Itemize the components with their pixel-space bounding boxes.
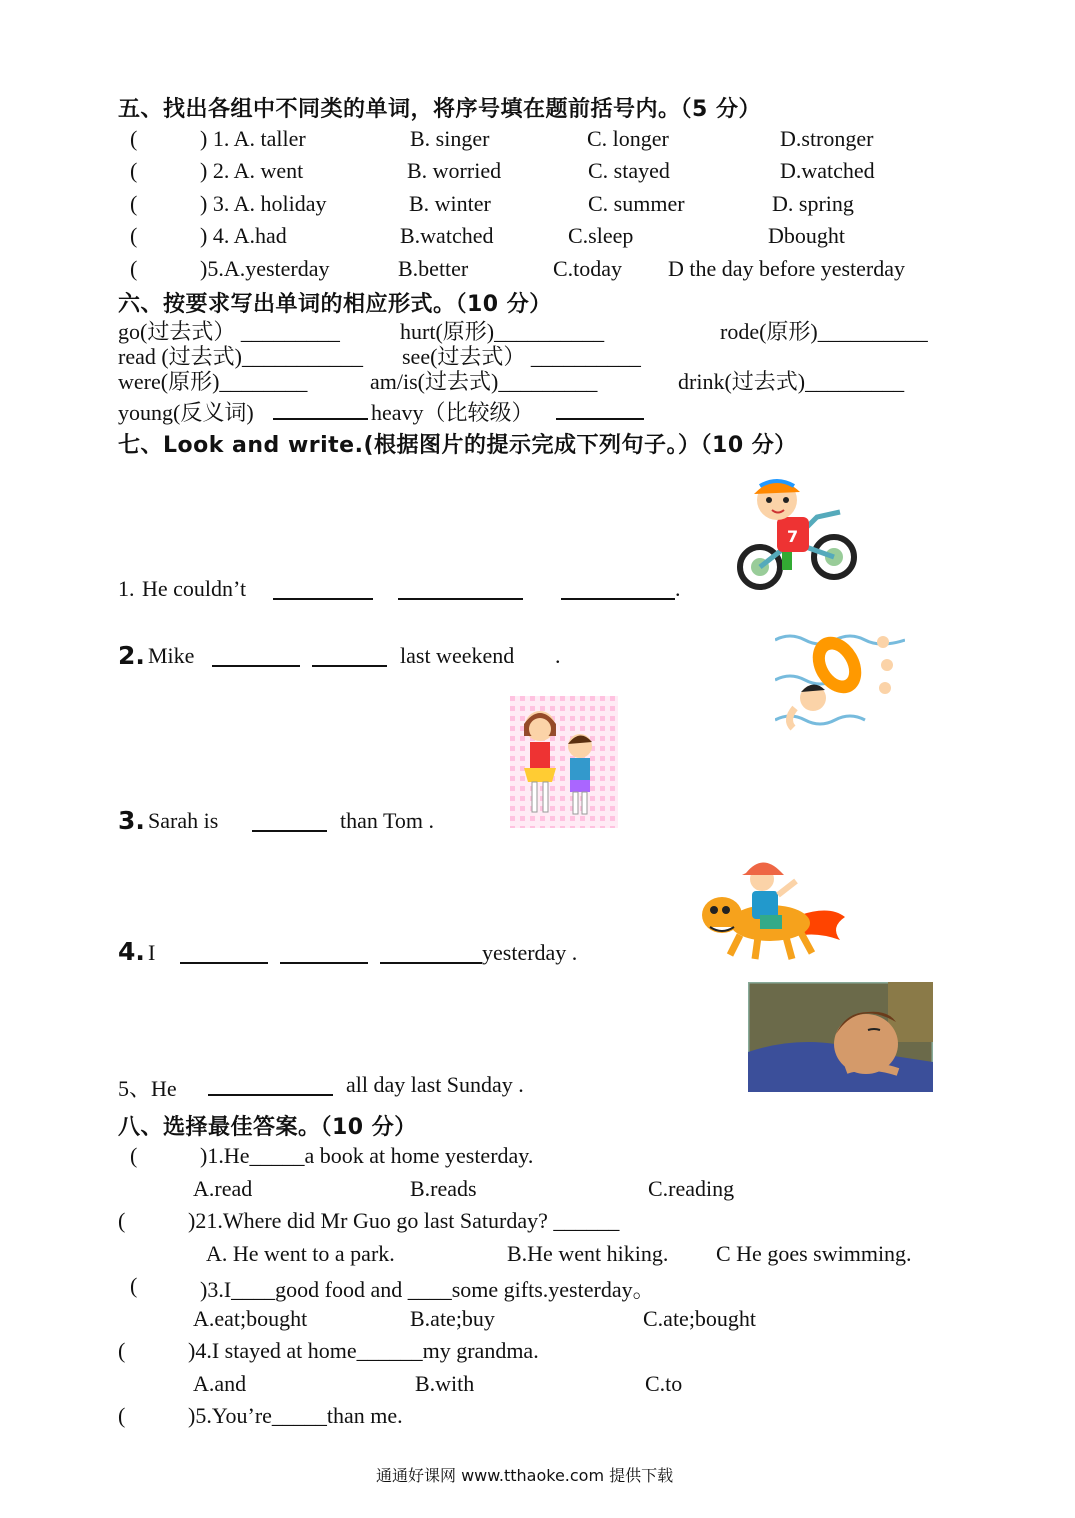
answer-blank[interactable] (398, 598, 523, 600)
q1-text: 1. (118, 576, 135, 601)
answer-blank[interactable] (273, 418, 368, 420)
word-form-hurt[interactable]: hurt(原形)__________ (400, 319, 605, 344)
mc-question-5: )5.You’re_____than me. (188, 1403, 403, 1428)
option-d: D. spring (772, 191, 854, 216)
question-option-a: ) 3. A. holiday (200, 191, 327, 216)
mc-option-b[interactable]: B.reads (410, 1176, 477, 1201)
answer-paren[interactable]: ( (130, 1143, 138, 1168)
answer-paren[interactable]: ( (130, 1273, 138, 1298)
answer-paren[interactable]: ( (130, 126, 138, 151)
mc-option-b[interactable]: B.He went hiking. (507, 1241, 669, 1266)
option-c: C.today (553, 256, 623, 281)
section8-title: 八、选择最佳答案。（10 分） (118, 1115, 417, 1140)
boy-riding-horse-image (700, 855, 848, 963)
mc-option-a[interactable]: A.and (193, 1371, 247, 1396)
sarah-and-tom-image (510, 696, 618, 828)
option-d: D the day before yesterday (668, 256, 906, 281)
word-form-were[interactable]: were(原形)________ (118, 369, 308, 394)
mc-option-c[interactable]: C.reading (648, 1176, 735, 1201)
mc-option-a[interactable]: A.eat;bought (193, 1306, 308, 1331)
word-form-drink[interactable]: drink(过去式)_________ (678, 369, 905, 394)
mc-option-c[interactable]: C.ate;bought (643, 1306, 757, 1331)
q4-number: 4. (118, 937, 145, 966)
answer-blank[interactable] (561, 598, 675, 600)
q3-text: than Tom . (340, 808, 434, 833)
mc-option-a[interactable]: A. He went to a park. (206, 1241, 395, 1266)
question-option-a: ) 2. A. went (200, 158, 304, 183)
answer-blank[interactable] (212, 665, 300, 667)
boy-riding-bike-image (732, 472, 862, 592)
answer-paren[interactable]: ( (130, 256, 138, 281)
mc-option-c[interactable]: C He goes swimming. (716, 1241, 912, 1266)
mc-question-4: )4.I stayed at home______my grandma. (188, 1338, 539, 1363)
footer-credit: 通通好课网 www.tthaoke.com 提供下载 (376, 1466, 674, 1485)
word-form-heavy: heavy（比较级） (371, 400, 534, 425)
option-d: Dbought (768, 223, 845, 248)
section7-title: 七、Look and write.(根据图片的提示完成下列句子。）（10 分） (118, 433, 797, 458)
q4-text: yesterday . (482, 940, 578, 965)
answer-blank[interactable] (380, 962, 482, 964)
q2-number: 2. (118, 641, 145, 670)
section6-title: 六、按要求写出单词的相应形式。（10 分） (118, 292, 552, 317)
section5-title: 五、找出各组中不同类的单词，将序号填在题前括号内。（5 分） (118, 97, 761, 122)
q4-text: I (148, 940, 156, 965)
option-c: C. stayed (588, 158, 670, 183)
svg-text:7: 7 (787, 527, 799, 546)
answer-blank[interactable] (312, 665, 387, 667)
q1-text: He couldn’t (142, 576, 247, 601)
answer-paren[interactable]: ( (118, 1208, 126, 1233)
option-c: C.sleep (568, 223, 634, 248)
option-d: D.stronger (780, 126, 874, 151)
option-b: B. winter (409, 191, 491, 216)
option-c: C. longer (587, 126, 669, 151)
answer-paren[interactable]: ( (118, 1338, 126, 1363)
word-form-go[interactable]: go(过去式） _________ (118, 319, 340, 344)
word-form-rode[interactable]: rode(原形)__________ (720, 319, 928, 344)
question-option-a: )5.A.yesterday (200, 256, 330, 281)
q5-text: all day last Sunday . (346, 1072, 524, 1097)
option-b: B.watched (400, 223, 494, 248)
mc-option-b[interactable]: B.with (415, 1371, 475, 1396)
option-d: D.watched (780, 158, 875, 183)
boy-swimming-image (775, 620, 905, 735)
answer-paren[interactable]: ( (130, 191, 138, 216)
mc-question-2: )21.Where did Mr Guo go last Saturday? ______ (188, 1208, 620, 1233)
mc-option-c[interactable]: C.to (645, 1371, 683, 1396)
man-sleeping-image (748, 982, 933, 1092)
option-b: B.better (398, 256, 469, 281)
q2-period: . (555, 643, 561, 668)
q3-number: 3. (118, 806, 145, 835)
option-b: B. worried (407, 158, 502, 183)
answer-paren[interactable]: ( (130, 158, 138, 183)
q1-period: . (675, 576, 681, 601)
answer-blank[interactable] (208, 1094, 333, 1096)
answer-paren[interactable]: ( (118, 1403, 126, 1428)
word-form-young: young(反义词) (118, 400, 254, 425)
mc-question-3: )3.I____good food and ____some gifts.yesterday。 (200, 1277, 655, 1302)
word-form-read[interactable]: read (过去式)___________ (118, 344, 364, 369)
q3-text: Sarah is (148, 808, 219, 833)
answer-blank[interactable] (556, 418, 644, 420)
mc-option-b[interactable]: B.ate;buy (410, 1306, 495, 1331)
question-option-a: ) 1. A. taller (200, 126, 306, 151)
mc-question-1: )1.He_____a book at home yesterday. (200, 1143, 534, 1168)
word-form-see[interactable]: see(过去式） __________ (402, 344, 641, 369)
q2-text: last weekend (400, 643, 515, 668)
answer-blank[interactable] (273, 598, 373, 600)
mc-option-a[interactable]: A.read (193, 1176, 253, 1201)
answer-blank[interactable] (180, 962, 268, 964)
option-c: C. summer (588, 191, 685, 216)
question-option-a: ) 4. A.had (200, 223, 287, 248)
answer-blank[interactable] (280, 962, 368, 964)
answer-blank[interactable] (252, 830, 327, 832)
word-form-am-is[interactable]: am/is(过去式)_________ (370, 369, 598, 394)
answer-paren[interactable]: ( (130, 223, 138, 248)
q5-text: 5、He (118, 1076, 177, 1101)
q2-text: Mike (148, 643, 195, 668)
option-b: B. singer (410, 126, 490, 151)
